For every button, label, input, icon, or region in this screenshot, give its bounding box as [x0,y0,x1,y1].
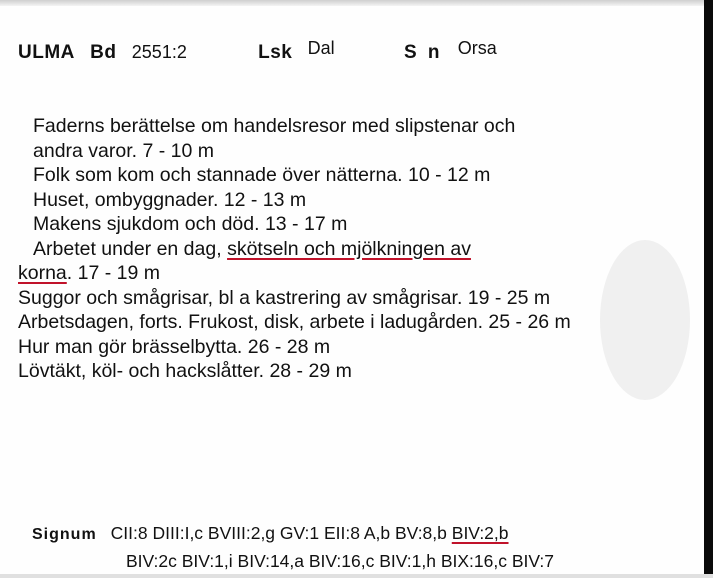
scan-edge-right [704,0,713,578]
underlined-phrase: skötseln och mjölkningen av [227,237,471,260]
content-line: Arbetsdagen, forts. Frukost, disk, arbete i ladugården. 25 - 26 m [18,311,571,333]
paper-smudge [600,240,690,400]
card-header [18,38,497,64]
content-list [18,114,571,384]
content-line: andra varor. 7 - 10 m [33,139,215,162]
content-line [33,237,571,262]
signum-block [32,520,554,575]
landskap-label: Lsk [258,42,293,63]
content-line-pre: Arbetet under en dag, [33,237,228,260]
landskap-value: Dal [307,38,335,58]
signum-underlined-code: BIV:2,b [451,523,509,543]
underlined-phrase: korna [18,262,67,284]
socken-label: S n [403,42,443,63]
content-line: Lövtäkt, köl- och hackslåtter. 28 - 29 m [18,360,352,382]
content-line: Huset, ombyggnader. 12 - 13 m [33,188,307,211]
content-line: Folk som kom och stannade över nätterna. 10 - 12 m [33,164,491,186]
volume-label: Bd [90,42,117,63]
content-line: Makens sjukdom och död. 13 - 17 m [33,213,348,235]
content-line: Faderns berättelse om handelsresor med slipstenar och [33,115,516,137]
content-line-post: . 17 - 19 m [66,262,160,284]
scan-edge-top [0,0,713,6]
socken-value: Orsa [457,38,497,58]
content-line: Suggor och smågrisar, bl a kastrering av smågrisar. 19 - 25 m [18,286,551,309]
signum-codes-line1: CII:8 DIII:I,c BVIII:2,g GV:1 EII:8 A,b BV:8,b [110,523,452,543]
archive-label: ULMA [18,42,75,63]
content-line [18,261,571,286]
volume-value: 2551:2 [131,42,187,62]
content-line: Hur man gör brässelbytta. 26 - 28 m [18,335,331,358]
signum-label: Signum [32,526,97,543]
signum-codes-line2: BIV:2c BIV:1,i BIV:14,a BIV:16,c BIV:1,h BIX:16,c BIV:7 [126,551,554,571]
